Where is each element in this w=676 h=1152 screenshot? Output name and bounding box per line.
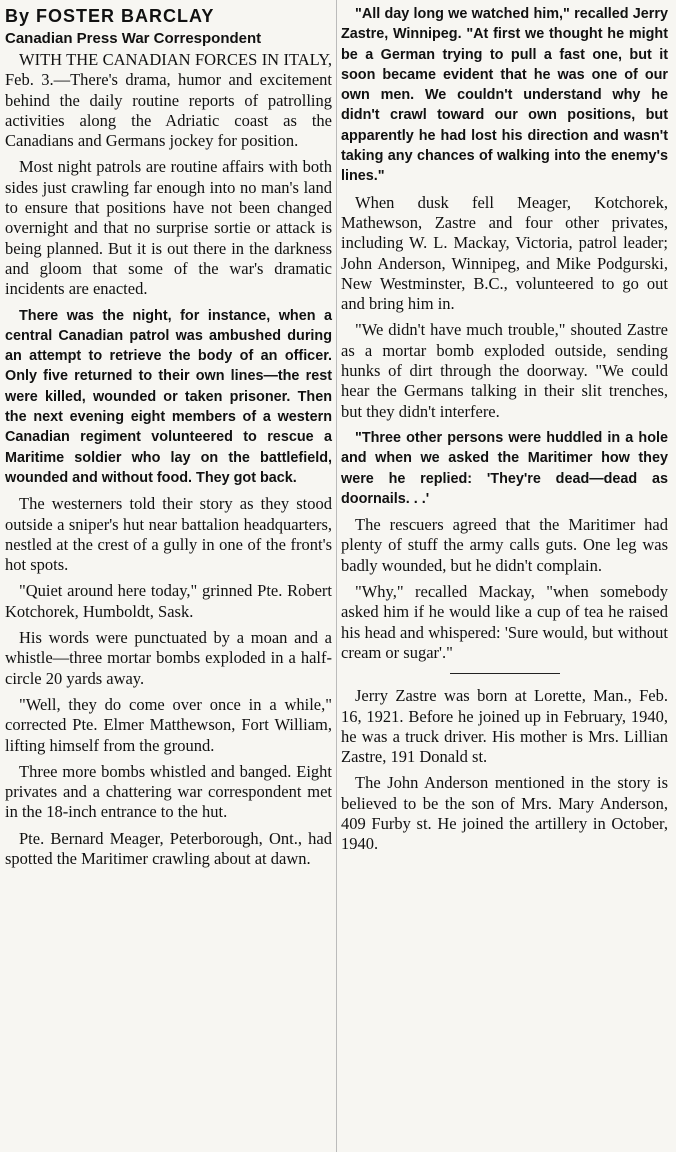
byline: By FOSTER BARCLAY <box>5 6 215 26</box>
paragraph-guts: The rescuers agreed that the Maritimer had plenty of stuff the army calls guts. One leg was badly wounded, but he didn't complain. <box>341 515 668 575</box>
correspondent-credit: Canadian Press War Correspondent <box>5 30 262 47</box>
paragraph-three-more-bombs: Three more bombs whistled and banged. Eight privates and a chattering war correspondent met in the 18-inch entrance to the hut. <box>5 761 332 822</box>
paragraph-dateline: WITH THE CANADIAN FORCES IN ITALY, Feb. 3.—There's drama, humor and excitement behind the daily routine reports of patrolling activities along the Adriatic coast as the Canadians and Germans jockey for position. <box>5 50 332 151</box>
paragraph-zastre-born: Jerry Zastre was born at Lorette, Man., Feb. 16, 1921. Before he joined up in February, 1940, he was a truck driver. His mother is Mrs. Lillian Zastre, 191 Donald st. <box>341 686 668 767</box>
paragraph-quiet-today: "Quiet around here today," grinned Pte. Robert Kotchorek, Humboldt, Sask. <box>5 581 332 621</box>
paragraph-dusk: When dusk fell Meager, Kotchorek, Mathewson, Zastre and four other privates, including W. L. Mackay, Victoria, patrol leader; John Anderson, Winnipeg, and Mike Podgurski, New Westminster, B.C., volunteered to go out and bring him in. <box>341 192 668 314</box>
paragraph-no-trouble: "We didn't have much trouble," shouted Zastre as a mortar bomb exploded outside, sending hunks of dirt through the doorway. "We could hear the Germans talking in their slit trenches, but they didn't interfere. <box>341 320 668 421</box>
paragraph-meager: Pte. Bernard Meager, Peterborough, Ont., had spotted the Maritimer crawling about at dawn. <box>5 828 332 868</box>
paragraph-night-patrols: Most night patrols are routine affairs with both sides just crawling far enough into no man's land to ensure that positions have not been changed overnight and that no surprise sortie or attack is being planned. But it is out there in the darkness and gloom that some of the war's dramatic incidents are enacted. <box>5 157 332 299</box>
paragraph-anderson: The John Anderson mentioned in the story is believed to be the son of Mrs. Mary Anderson, 409 Furby st. He joined the artillery in October, 1940. <box>341 773 668 854</box>
paragraph-doornails: "Three other persons were huddled in a hole and when we asked the Maritimer how they were he replied: 'They're dead—dead as doornails. . .' <box>341 429 668 507</box>
paragraph-westerners: The westerners told their story as they stood outside a sniper's hut near battalion headquarters, nestled at the crest of a gully in one of the front's hot spots. <box>5 494 332 575</box>
left-column <box>5 4 332 875</box>
paragraph-ambush: There was the night, for instance, when a central Canadian patrol was ambushed during an attempt to retrieve the body of an officer. Only five returned to their own lines—the rest were killed, wounded or taken prisoner. Then the next evening eight members of a western Canadian regiment volunteered to rescue a Maritime soldier who lay on the battlefield, wounded and without food. They got back. <box>5 307 332 486</box>
paragraph-come-over: "Well, they do come over once in a while," corrected Pte. Elmer Matthewson, Fort William, lifting himself from the ground. <box>5 694 332 755</box>
paragraph-mortar-bombs: His words were punctuated by a moan and a whistle—three mortar bombs exploded in a half-circle 20 yards away. <box>5 628 332 688</box>
section-separator <box>450 673 560 674</box>
right-column <box>341 4 668 861</box>
paragraph-cup-of-tea: "Why," recalled Mackay, "when somebody asked him if he would like a cup of tea he raised his head and whispered: 'Sure would, but without cream or sugar'." <box>341 582 668 662</box>
column-rule <box>336 0 337 1152</box>
paragraph-watched-him: "All day long we watched him," recalled Jerry Zastre, Winnipeg. "At first we thought he might be a German trying to pull a fast one, but it soon became evident that he was one of our own men. We couldn't understand why he didn't crawl toward our own positions, but apparently he had lost his direction and wasn't taking any chances of walking into the enemy's lines." <box>341 6 668 185</box>
